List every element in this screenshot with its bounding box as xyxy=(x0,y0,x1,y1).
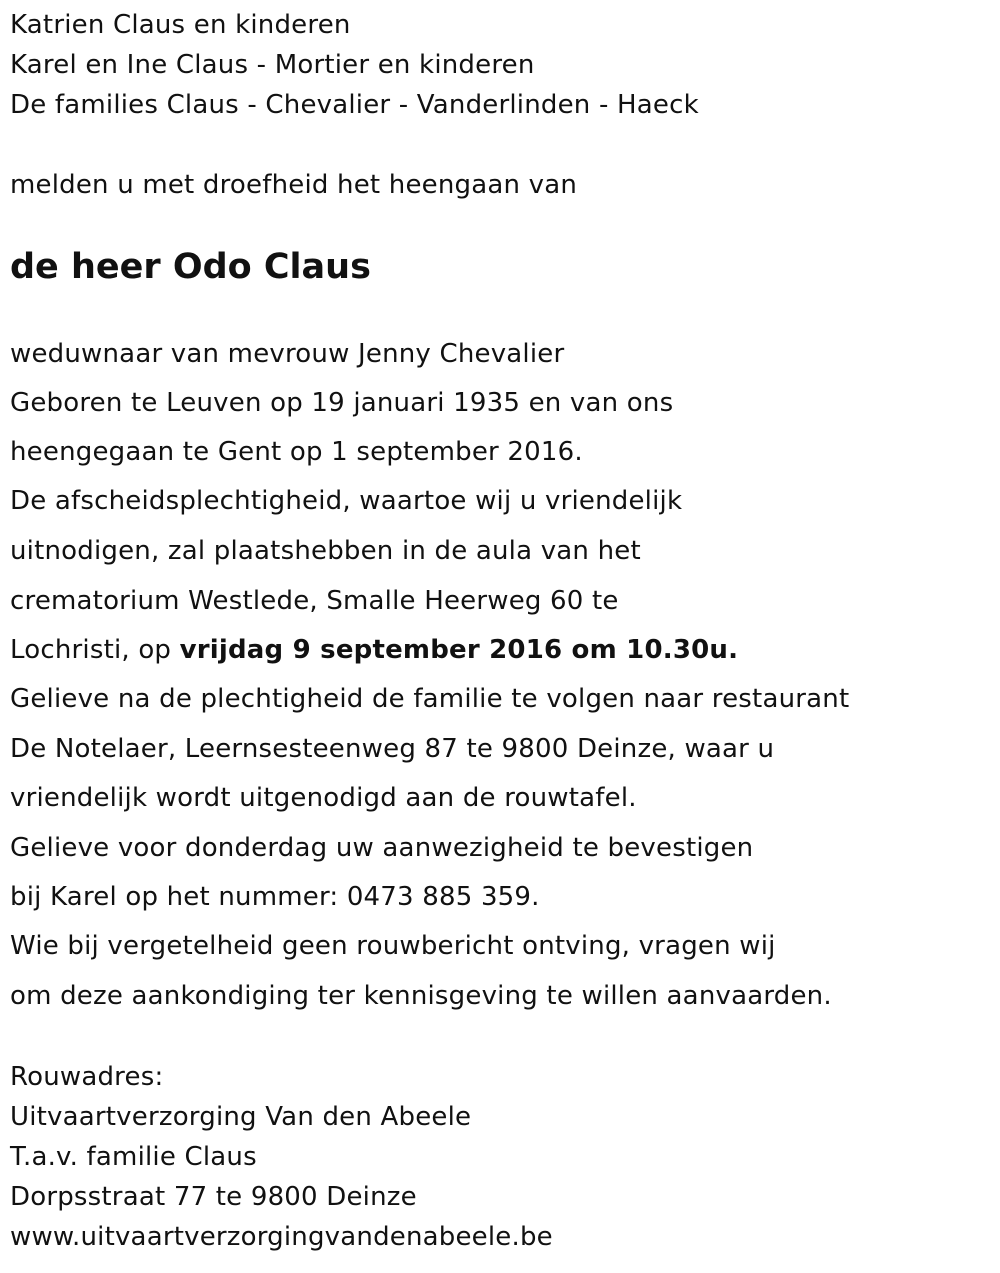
body-after-line-4: Gelieve voor donderdag uw aanwezigheid te bevestigen xyxy=(10,833,754,863)
body-line-3: heengegaan te Gent op 1 september 2016. xyxy=(10,437,583,467)
address-company: Uitvaartverzorging Van den Abeele xyxy=(10,1102,472,1132)
body-after-line-7: om deze aankondiging ter kennisgeving te willen aanvaarden. xyxy=(10,981,832,1011)
deceased-name: de heer Odo Claus xyxy=(10,247,371,287)
family-line-1: Katrien Claus en kinderen xyxy=(10,10,351,40)
address-website: www.uitvaartverzorgingvandenabeele.be xyxy=(10,1222,553,1252)
body-line-1: weduwnaar van mevrouw Jenny Chevalier xyxy=(10,339,565,369)
body-after-line-6: Wie bij vergetelheid geen rouwbericht ontving, vragen wij xyxy=(10,931,776,961)
family-line-3: De families Claus - Chevalier - Vanderlinden - Haeck xyxy=(10,90,699,120)
body-after-line-1: Gelieve na de plechtigheid de familie te volgen naar restaurant xyxy=(10,684,850,714)
body-after-line-5: bij Karel op het nummer: 0473 885 359. xyxy=(10,882,540,912)
ceremony-datetime: vrijdag 9 september 2016 om 10.30u. xyxy=(179,635,739,665)
body-line-4: De afscheidsplechtigheid, waartoe wij u vriendelijk xyxy=(10,486,683,516)
body-after-line-2: De Notelaer, Leernsesteenweg 87 te 9800 Deinze, waar u xyxy=(10,734,775,764)
body-line-5: uitnodigen, zal plaatshebben in de aula van het xyxy=(10,536,641,566)
address-street: Dorpsstraat 77 te 9800 Deinze xyxy=(10,1182,417,1212)
body-line-2: Geboren te Leuven op 19 januari 1935 en van ons xyxy=(10,388,674,418)
address-label: Rouwadres: xyxy=(10,1062,164,1092)
body-line-6: crematorium Westlede, Smalle Heerweg 60 te xyxy=(10,586,619,616)
body-after-line-3: vriendelijk wordt uitgenodigd aan de rouwtafel. xyxy=(10,783,637,813)
family-line-2: Karel en Ine Claus - Mortier en kinderen xyxy=(10,50,535,80)
announcement-text: melden u met droefheid het heengaan van xyxy=(10,170,578,200)
ceremony-prefix: Lochristi, op xyxy=(10,635,180,665)
address-attn: T.a.v. familie Claus xyxy=(10,1142,257,1172)
ceremony-line xyxy=(10,633,738,667)
